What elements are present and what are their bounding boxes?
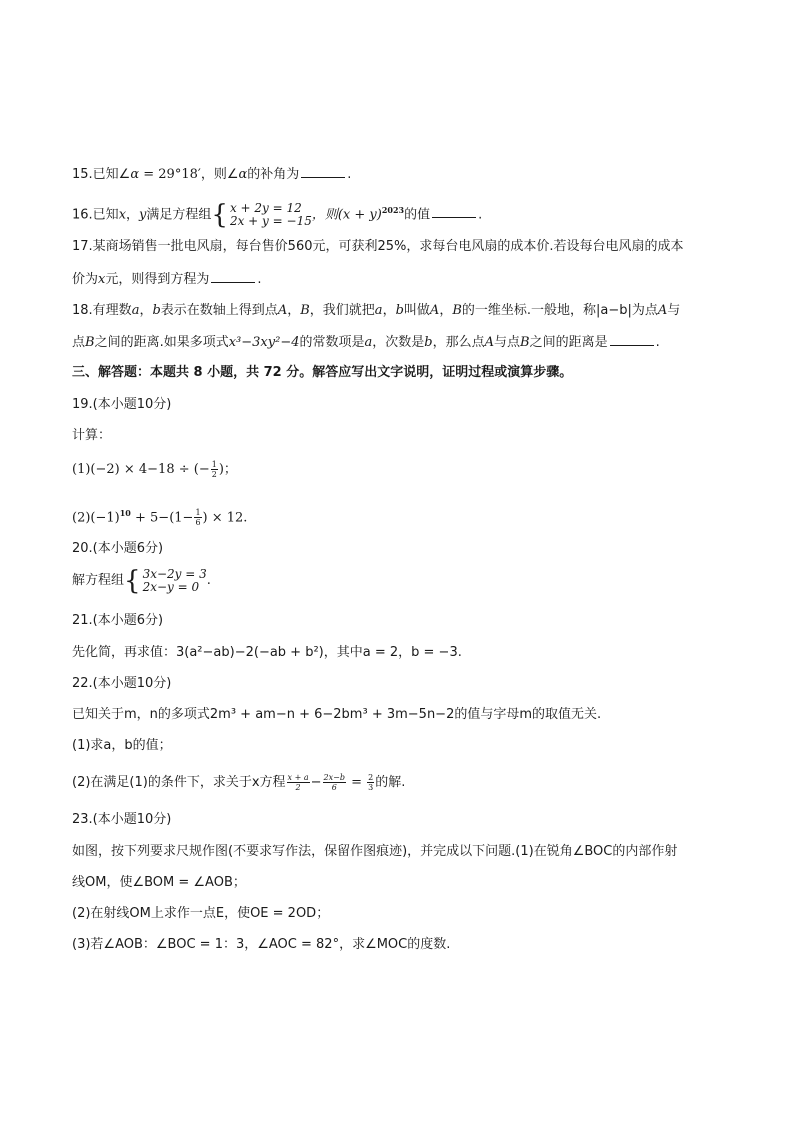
q18-A2: A: [429, 303, 440, 318]
q18-l2g: 之间的距离是: [529, 335, 608, 350]
frac-den: 2: [295, 783, 301, 792]
q19-p2c: ) × 12.: [202, 510, 248, 526]
q19-p1b: )；: [218, 462, 237, 477]
frac-num: 2: [368, 773, 374, 782]
q18-l2f: 与点: [494, 335, 521, 350]
q16-end: .: [478, 207, 483, 223]
question-17-line2: [72, 270, 262, 289]
fraction: [194, 508, 201, 527]
q18-l2c: 的常数项是: [299, 335, 365, 350]
question-17-line1: [72, 238, 684, 256]
q17-x: x: [98, 272, 106, 287]
q18-a3: a: [364, 335, 373, 350]
q18-c2: ，: [287, 303, 301, 318]
brace-icon: {: [211, 199, 228, 230]
brace-icon: {: [124, 565, 141, 596]
answer-blank: [432, 205, 476, 218]
q16-y: y: [139, 207, 147, 223]
q18-b3: b: [424, 335, 433, 350]
q21-heading: 21.(本小题6分): [72, 613, 164, 628]
fraction: [211, 460, 218, 479]
q18-l2d: ，次数是: [372, 335, 425, 350]
q22-minus: −: [310, 775, 322, 790]
q15-alpha: α: [130, 167, 140, 182]
q18-B2: B: [452, 303, 462, 318]
q17-l1: 17.某商场销售一批电风扇，每台售价560元，可获利25%，求每台电风扇的成本价.若设每台电风扇的成本: [72, 239, 684, 254]
q18-l1c: ，我们就把: [309, 303, 375, 318]
fraction: [287, 773, 310, 792]
q23-line3: (2)在射线OM上求作一点E，使OE = 2OD；: [72, 906, 330, 921]
q18-A3: A: [657, 303, 668, 318]
q18-B3: B: [85, 335, 95, 350]
q17-l2b: 元，则得到方程为: [105, 272, 210, 287]
q18-l1d: 叫做: [403, 303, 430, 318]
q18-a: a: [131, 303, 140, 318]
q18-l2b: 之间的距离.如果多项式: [94, 335, 229, 350]
equation-system: [124, 565, 207, 596]
q23-heading: 23.(本小题10分): [72, 812, 172, 827]
q18-B: B: [300, 303, 310, 318]
q23-line1: 如图，按下列要求尺规作图(不要求写作法，保留作图痕迹)，并完成以下问题.(1)在锐角∠BOC的内部作射: [72, 844, 678, 859]
q18-l1b: 表示在数轴上得到点: [160, 303, 278, 318]
q18-poly: x³−3xy²−4: [228, 335, 300, 350]
q18-l1a: 18.有理数: [72, 303, 132, 318]
frac-num: x + a: [287, 773, 309, 782]
section-heading: 三、解答题：本题共 8 小题，共 72 分。解答应写出文字说明，证明过程或演算步骤。: [72, 365, 573, 380]
question-18-line1: [72, 302, 680, 320]
question-18-line2: [72, 333, 660, 352]
q16-comma: ，: [126, 207, 140, 223]
q21-body: 先化简，再求值：3(a²−ab)−2(−ab + b²)，其中a = 2，b = −3.: [72, 645, 462, 660]
q23-line4: (3)若∠AOB：∠BOC = 1：3，∠AOC = 82°，求∠MOC的度数.: [72, 937, 451, 952]
q15-lead: 15.已知∠: [72, 167, 131, 182]
fraction: [323, 773, 346, 792]
q20-body: [72, 567, 211, 595]
frac-num: 1: [195, 508, 201, 518]
answer-blank: [301, 165, 345, 178]
answer-blank: [211, 270, 255, 283]
q16-eq2: 2x + y = −15: [229, 213, 312, 228]
q17-l2a: 价为: [72, 272, 99, 287]
frac-den: 2: [211, 470, 217, 479]
q18-b2: b: [395, 303, 404, 318]
q18-a2: a: [374, 303, 383, 318]
q19-exp: 10: [119, 508, 131, 518]
q19-p1a: (1)(−2) × 4−18 ÷ (−: [72, 462, 210, 477]
frac-num: 1: [211, 460, 217, 469]
q18-B4: B: [520, 335, 530, 350]
q15-end: .: [347, 167, 352, 182]
q19-part1: [72, 458, 237, 482]
frac-den: 6: [331, 783, 337, 792]
q15-alpha2: α: [238, 167, 248, 182]
question-16: [72, 196, 482, 229]
q15-mid: ，则∠: [200, 167, 239, 182]
q22-line1: 已知关于m，n的多项式2m³ + am−n + 6−2bm³ + 3m−5n−2的值与字母m的取值无关.: [72, 707, 602, 722]
frac-den: 3: [368, 783, 374, 792]
q18-A4: A: [484, 335, 495, 350]
q18-c4: ，: [439, 303, 453, 318]
frac-num: 2x−b: [323, 773, 345, 782]
q18-end: .: [655, 335, 660, 350]
q16-mid: 满足方程组: [146, 207, 212, 223]
q16-exp: 2023: [381, 205, 405, 215]
answer-blank: [610, 333, 654, 346]
q22-eq: =: [346, 775, 367, 790]
q19-p2b: + 5−(1−: [130, 510, 194, 526]
q18-b: b: [152, 303, 161, 318]
q19-part2: [72, 501, 247, 530]
q19-heading: 19.(本小题10分): [72, 397, 172, 412]
q23-line2: 线OM，使∠BOM = ∠AOB；: [72, 875, 246, 890]
q15-tail: 的补角为: [247, 167, 300, 182]
q19-intro: 计算：: [72, 428, 112, 443]
q22-l3b: 的解.: [375, 775, 406, 790]
q16-lead: 16.已知: [72, 207, 119, 223]
q16-eq1: x + 2y = 12: [229, 200, 302, 215]
q22-heading: 22.(本小题10分): [72, 676, 172, 691]
q18-l1e: 的一维坐标.一般地，称|a−b|为点: [461, 303, 658, 318]
q22-l3a: (2)在满足(1)的条件下，求关于x方程: [72, 775, 286, 790]
q16-tail: 的值: [404, 207, 431, 223]
q16-x: x: [118, 207, 127, 223]
q22-line3: [72, 770, 405, 796]
question-15: [72, 165, 351, 184]
fraction: [367, 773, 374, 792]
q20-heading: 20.(本小题6分): [72, 541, 164, 556]
q18-l2a: 点: [72, 335, 86, 350]
q18-c3: ，: [382, 303, 396, 318]
q22-line2: (1)求a，b的值；: [72, 738, 172, 753]
q18-A: A: [277, 303, 288, 318]
q16-then: ，则(x + y): [311, 207, 382, 223]
q20-lead: 解方程组: [72, 573, 125, 588]
q19-p2a: (2)(−1): [72, 510, 120, 526]
q20-end: .: [206, 573, 211, 588]
frac-den: 6: [195, 518, 201, 528]
q18-l2e: ，那么点: [432, 335, 485, 350]
q18-l1f: 与: [667, 303, 681, 318]
q20-eq1: 3x−2y = 3: [142, 566, 207, 581]
q18-c1: ，: [139, 303, 153, 318]
q15-eq: = 29°18′: [139, 167, 201, 182]
equation-system: [211, 199, 312, 230]
q17-end: .: [257, 272, 262, 287]
q20-eq2: 2x−y = 0: [142, 579, 200, 594]
